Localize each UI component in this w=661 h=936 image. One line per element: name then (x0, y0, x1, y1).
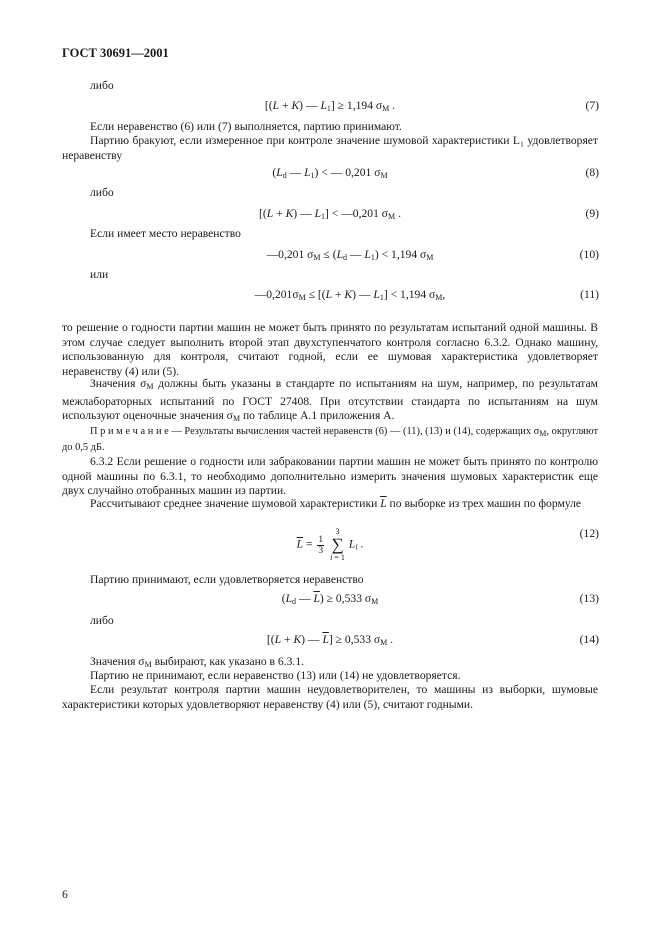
word-ili: или (90, 268, 109, 281)
equation-number-8: (8) (585, 166, 599, 179)
paragraph-then: то решение о годности партии машин не может быть принято по результатам испытаний одной машины. В этом случае следует выполнить второй этап двухступенчатого контроля согласно 6.3.2. Однако машину, использованную для контроля, считают годной, если ее шумовая характеристика удовлетворяет неравенству (4) или (5). (62, 321, 598, 378)
equation-number-9: (9) (585, 207, 599, 220)
page-number: 6 (62, 888, 68, 901)
paragraph-unsatisfactory: Если результат контроля партии машин неудовлетворителен, то машины из выборки, шумовые характеристики которых удовлетворяют неравенству (4) или (5), считают годными. (62, 683, 598, 711)
word-libo: либо (90, 614, 114, 627)
paragraph-if-holds: Если имеет место неравенство (90, 227, 241, 240)
equation-number-13: (13) (579, 592, 599, 605)
equation-number-12: (12) (579, 527, 599, 540)
equation-number-10: (10) (579, 248, 599, 261)
document-header: ГОСТ 30691—2001 (62, 46, 169, 60)
equation-11: $—0,201\sigma_M \le [(L + K)$ — $L_1] < 1,194$ $\sigma_M$, (254, 288, 446, 302)
equation-13: ($L_d$ — $\overline{L}) \ge 0,533$ $\sigma_M$ (281, 592, 379, 606)
note: П р и м е ч а н и е — Результаты вычисления частей неравенств (6) — (11), (13) и (14), содержащих $\sigma_M$, округляют до 0,5 дБ. (62, 426, 598, 453)
paragraph-mean: Рассчитывают среднее значение шумовой характеристики $\overline{L}$ по выборке из трех машин по формуле (90, 497, 581, 510)
paragraph-reject: Партию бракуют, если измеренное при контроле значение шумовой характеристики L₁ удовлетворяет неравенству (62, 134, 598, 162)
equation-number-7: (7) (585, 99, 599, 112)
equation-8: ($L_d$ — $L_1$) < — 0,201 $\sigma_M$ (272, 166, 388, 180)
word-libo: либо (90, 186, 114, 199)
equation-number-11: (11) (580, 288, 599, 301)
note-label: П р и м е ч а н и е (90, 426, 169, 437)
equation-number-14: (14) (579, 633, 599, 646)
paragraph-6-3-2: 6.3.2 Если решение о годности или забраковании партии машин не может быть принято по контролю одной машины по 6.3.1, то необходимо дополнительно измерить значения шумовых характеристик еще двух случайно отобранных машин из партии. (62, 455, 598, 498)
equation-14: [(L + K) — $\overline{L}] \ge 0,533$ $\sigma_M$ . (266, 633, 394, 647)
paragraph-choose: Значения $\sigma_M$ выбирают, как указано в 6.3.1. (90, 655, 305, 669)
equation-12: $\overline{L}$ = $\frac{1}{3}$ 3 ∑ i = 1 $L_i$ . (296, 527, 364, 562)
equation-7: [(L + K) — $L_1] \ge 1,194$ $\sigma_M$ . (264, 99, 396, 113)
paragraph-sigma: Значения $\sigma_M$ должны быть указаны в стандарте по испытаниям на шум, например, по результатам межлабораторных испытаний по ГОСТ 27408. При отсутствии стандарта по испытаниям на шум используют оценочные значения $\sigma_M$ по таблице А.1 приложения А. (62, 377, 598, 424)
paragraph-not-accept: Партию не принимают, если неравенство (13) или (14) не удовлетворяется. (90, 669, 461, 682)
equation-9: [(L + K) — $L_1$] < —0,201 $\sigma_M$ . (259, 207, 401, 221)
paragraph-accept-2: Партию принимают, если удовлетворяется неравенство (90, 573, 364, 586)
paragraph-accept: Если неравенство (6) или (7) выполняется, партию принимают. (90, 120, 402, 133)
equation-10: —0,201 $\sigma_M \le (L_d$ — $L_1) < 1,194$ $\sigma_M$ (266, 248, 434, 262)
word-libo: либо (90, 79, 114, 92)
